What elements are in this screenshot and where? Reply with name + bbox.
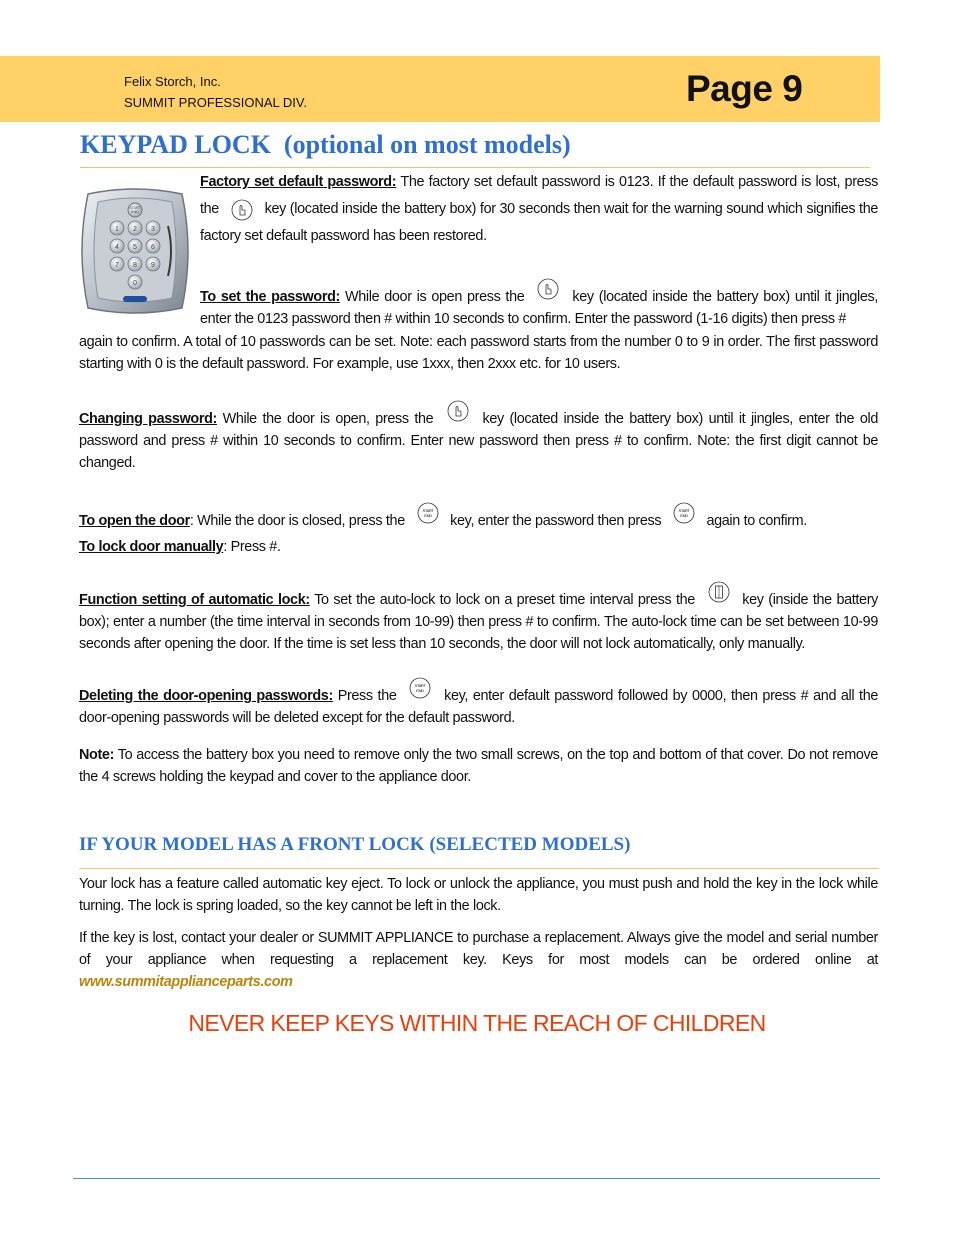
deleting-passwords-paragraph: Deleting the door-opening passwords: Press the START END key, enter default password followed by 0000, then press # and all the door-opening passwords will be deleted except for the default password. [79,685,878,729]
keypad-lock-title: KEYPAD LOCK (optional on most models) [80,130,571,159]
svg-text:0: 0 [133,280,137,287]
keypad-image [76,186,194,316]
svg-text:8: 8 [133,262,137,269]
hand-key-icon [537,278,559,300]
page-number: Page 9 [686,68,803,109]
svg-text:END: END [423,513,432,519]
svg-text:9: 9 [151,262,155,269]
svg-text:3: 3 [151,226,155,233]
lock-manually-paragraph: To lock door manually: Press #. [79,539,281,555]
svg-text:START: START [678,508,690,514]
svg-text:START: START [414,683,426,689]
footer-divider [73,1178,880,1179]
hand-key-icon [447,400,469,422]
svg-text:START: START [422,508,434,514]
svg-text:1: 1 [115,226,119,233]
page-header [0,56,880,122]
door-key-icon [708,581,730,603]
svg-text:6: 6 [151,244,155,251]
svg-text:END: END [416,688,425,694]
parts-website-link[interactable]: www.summitapplianceparts.com [79,974,293,990]
front-lock-title: IF YOUR MODEL HAS A FRONT LOCK (SELECTED MODELS) [79,834,631,855]
set-password-label: To set the password: [200,289,340,305]
children-warning: NEVER KEEP KEYS WITHIN THE REACH OF CHILDREN [188,1010,766,1036]
division-name: SUMMIT PROFESSIONAL DIV. [124,95,308,110]
svg-text:4: 4 [115,244,119,251]
lock-manually-label: To lock door manually [79,539,224,555]
open-door-paragraph: To open the door: While the door is closed, press the START END key, enter the password then press START END again to confirm. [79,510,878,532]
note-paragraph: Note: To access the battery box you need to remove only the two small screws, on the top and bottom of that cover. Do not remove the 4 screws holding the keypad and cover to the appliance door. [79,747,878,785]
start-end-key-icon [417,502,439,524]
set-password-paragraph: To set the password: While door is open press the key (located inside the battery box) until it jingles, enter the 0123 password then # within 10 seconds to confirm. Enter the password (1-16 digits) then press # [200,286,878,330]
svg-text:5: 5 [133,244,137,251]
start-end-key-icon [673,502,695,524]
auto-lock-label: Function setting of automatic lock: [79,592,310,608]
start-end-key-icon [409,677,431,699]
svg-text:2: 2 [133,226,137,233]
company-name: Felix Storch, Inc. [124,74,221,89]
company-block [124,71,307,113]
svg-text:7: 7 [115,262,119,269]
svg-text:END: END [131,210,139,214]
open-door-label: To open the door [79,513,190,529]
note-label: Note: [79,747,115,763]
factory-password-label: Factory set default password: [200,174,397,190]
title-divider [80,167,870,168]
changing-password-paragraph: Changing password: While the door is open, press the key (located inside the battery box) until it jingles, enter the old password and press # within 10 seconds to confirm. Enter new password then press # to confirm. Note: the first digit cannot be changed. [79,408,878,474]
changing-password-label: Changing password: [79,411,217,427]
auto-lock-paragraph: Function setting of automatic lock: To set the auto-lock to lock on a preset time interval press the key (inside the battery box); enter a number (the time interval in seconds from 10-99) then press # to confirm. The auto-lock time can be set between 10-99 seconds after opening the door. If the time is set less than 10 seconds, the door will not lock automatically, only manually. [79,589,878,655]
front-lock-paragraph-2: If the key is lost, contact your dealer or SUMMIT APPLIANCE to purchase a replacement. Always give the model and serial number of your appliance when requesting a replacement key. Keys for most models can be ordered online at www.summitapplianceparts.com [79,930,878,990]
hand-key-icon [231,199,253,221]
section-divider [79,868,879,869]
set-password-continued: again to confirm. A total of 10 passwords can be set. Note: each password starts from the number 0 to 9 in order. The first password starting with 0 is the default password. For example, use 1xxx, then 2xxx etc. for 10 users. [79,334,878,372]
factory-password-paragraph: Factory set default password: The factory set default password is 0123. If the default password is lost, press the key (located inside the battery box) for 30 seconds then wait for the warning sound which signifies the factory set default password has been restored. [200,174,878,244]
deleting-passwords-label: Deleting the door-opening passwords: [79,688,333,704]
svg-text:START: START [129,206,141,210]
svg-text:END: END [680,513,688,519]
front-lock-paragraph-1: Your lock has a feature called automatic key eject. To lock or unlock the appliance, you must push and hold the key in the lock while turning. The lock is spring loaded, so the key cannot be left in the lock. [79,876,878,914]
